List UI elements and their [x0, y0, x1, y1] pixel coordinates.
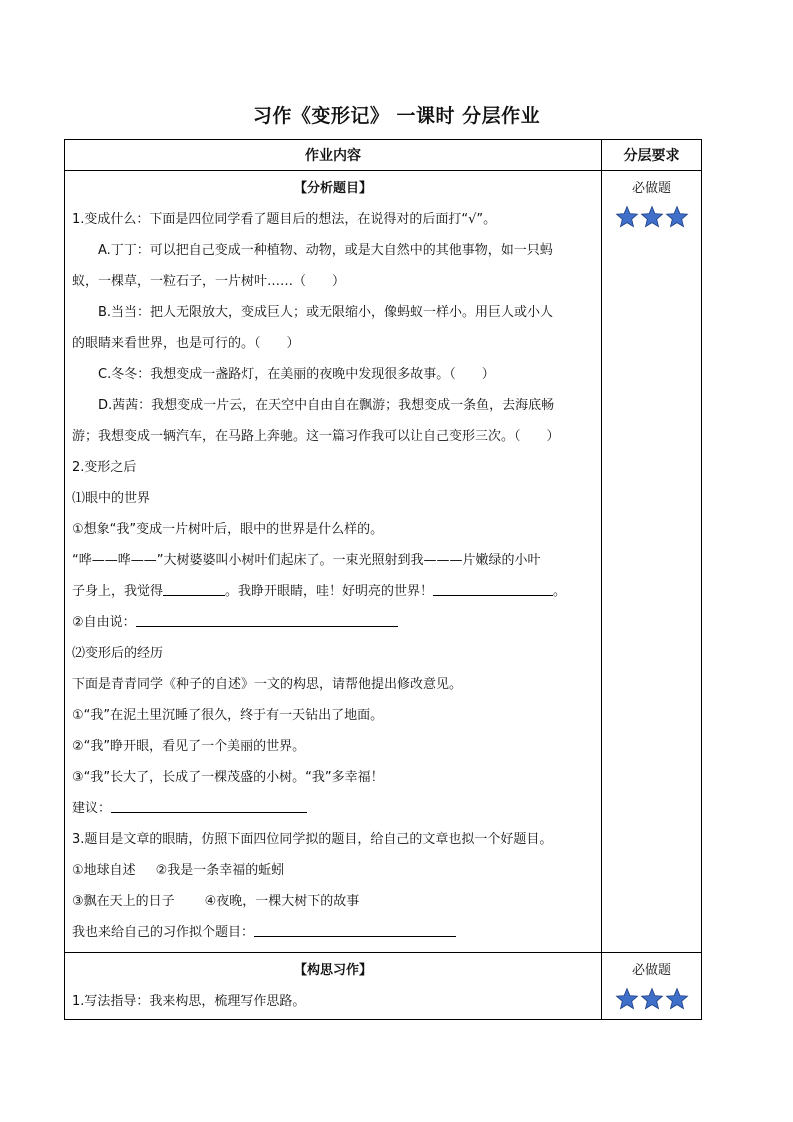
section-planning-content — [65, 953, 602, 1020]
star-icon — [640, 987, 664, 1011]
option-d-line-1: D.茜茜：我想变成一片云，在天空中自由自在飘游；我想变成一条鱼，去海底畅 — [98, 398, 555, 413]
star-icon — [615, 987, 639, 1011]
section-planning-requirement — [602, 953, 702, 1020]
difficulty-stars — [602, 205, 701, 229]
question-3: 3.题目是文章的眼睛，仿照下面四位同学拟的题目，给自己的文章也拟一个好题目。 — [72, 832, 553, 847]
story-line-2 — [72, 576, 594, 607]
option-a-line-1: A.丁丁：可以把自己变成一种植物、动物，或是大自然中的其他事物，如一只蚂 — [98, 243, 553, 258]
section-analysis-requirement — [602, 171, 702, 953]
option-d-line-2: 游；我想变成一辆汽车，在马路上奔驰。这一篇习作我可以让自己变形三次。（ ） — [72, 429, 560, 444]
own-title-line — [72, 917, 594, 948]
example-title-3: ③飘在天上的日子 — [72, 894, 175, 909]
star-icon — [615, 205, 639, 229]
story-text-c: 。 — [553, 584, 567, 599]
example-titles-row-2 — [72, 886, 594, 917]
header-requirement: 分层要求 — [602, 140, 702, 171]
section-planning-row — [65, 953, 702, 1020]
option-c-line-1: C.冬冬：我想变成一盏路灯，在美丽的夜晚中发现很多故事。（ ） — [98, 367, 495, 382]
story-text-b: 。我睁开眼睛，哇！好明亮的世界！ — [225, 584, 434, 599]
outline-intro: 下面是青青同学《种子的自述》一文的构思，请帮他提出修改意见。 — [72, 677, 463, 692]
option-b-line-2: 的眼睛来看世界，也是可行的。（ ） — [72, 336, 300, 351]
feeling-answer-blank[interactable] — [163, 581, 225, 596]
outline-point-3: ③“我”长大了，长成了一棵茂盛的小树。“我”多幸福！ — [72, 770, 384, 785]
section-analysis-row — [65, 171, 702, 953]
suggestion-blank[interactable] — [111, 798, 307, 813]
free-talk-blank[interactable] — [136, 612, 398, 627]
subquestion-2-1: ⑴眼中的世界 — [72, 491, 151, 506]
section-analysis-content — [65, 171, 602, 953]
suggestion-label: 建议： — [72, 801, 112, 816]
world-answer-blank[interactable] — [433, 581, 553, 596]
header-content: 作业内容 — [65, 140, 602, 171]
requirement-label: 必做题 — [631, 963, 671, 978]
question-1: 1.变成什么：下面是四位同学看了题目后的想法，在说得对的后面打“√”。 — [72, 212, 497, 227]
question-2: 2.变形之后 — [72, 460, 137, 475]
section-heading: 【构思习作】 — [293, 963, 372, 978]
free-talk-line — [72, 607, 594, 638]
free-talk-label: ②自由说： — [72, 615, 136, 630]
homework-table — [64, 139, 702, 1020]
star-icon — [665, 987, 689, 1011]
example-title-1: ①地球自述 — [72, 863, 136, 878]
suggestion-line — [72, 793, 594, 824]
own-title-label: 我也来给自己的习作拟个题目： — [72, 925, 255, 940]
example-title-4: ④夜晚，一棵大树下的故事 — [204, 894, 360, 909]
story-line-1: “哗——哗——”大树婆婆叫小树叶们起床了。一束光照射到我———片嫩绿的小叶 — [72, 553, 541, 568]
story-text-a: 子身上，我觉得 — [72, 584, 164, 599]
requirement-label: 必做题 — [631, 181, 671, 196]
subquestion-2-2: ⑵变形后的经历 — [72, 646, 164, 661]
difficulty-stars — [602, 987, 701, 1011]
star-icon — [640, 205, 664, 229]
option-a-line-2: 蚁，一棵草，一粒石子，一片树叶……（ ） — [72, 274, 346, 289]
example-title-2: ②我是一条幸福的蚯蚓 — [155, 863, 285, 878]
example-titles-row-1 — [72, 855, 594, 886]
star-icon — [665, 205, 689, 229]
prompt-imagine: ①想象“我”变成一片树叶后，眼中的世界是什么样的。 — [72, 522, 384, 537]
planning-question-1: 1.写法指导：我来构思，梳理写作思路。 — [72, 994, 306, 1009]
outline-point-1: ①“我”在泥土里沉睡了很久，终于有一天钻出了地面。 — [72, 708, 384, 723]
section-heading: 【分析题目】 — [293, 181, 372, 196]
table-header-row — [65, 140, 702, 171]
outline-point-2: ②“我”睁开眼，看见了一个美丽的世界。 — [72, 739, 306, 754]
option-b-line-1: B.当当：把人无限放大，变成巨人；或无限缩小，像蚂蚁一样小。用巨人或小人 — [98, 305, 554, 320]
page-title: 习作《变形记》 一课时 分层作业 — [252, 105, 541, 127]
own-title-blank[interactable] — [254, 922, 456, 937]
